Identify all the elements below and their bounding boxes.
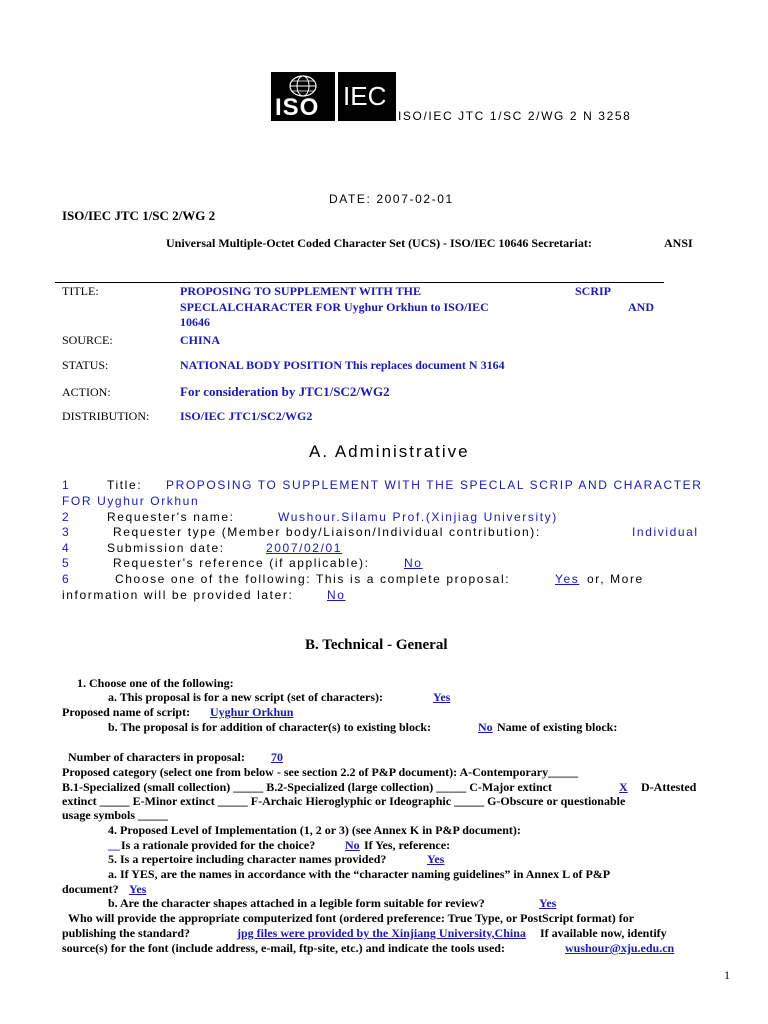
q4: 4. Proposed Level of Implementation (1, 2 or 3) (see Annex K in P&P document): <box>108 823 521 837</box>
item-4-value: 2007/02/01 <box>266 541 343 555</box>
iso-logo <box>271 72 335 121</box>
item-4-label: Submission date: <box>107 541 225 555</box>
category-line-3: extinct _____ E-Minor extinct _____ F-Archaic Hieroglyphic or Ideographic _____ G-Obscure or questionable <box>62 794 626 808</box>
category-line-4: usage symbols _____ <box>62 808 169 822</box>
item-6-label: Choose one of the following: This is a complete proposal: <box>115 572 511 586</box>
secretariat: ANSI <box>664 236 693 250</box>
doc-number: ISO/IEC JTC 1/SC 2/WG 2 N 3258 <box>398 109 632 123</box>
q5b: b. Are the character shapes attached in a legible form suitable for review? <box>108 896 485 910</box>
font-line-1: Who will provide the appropriate computerized font (ordered preference: True Type, or PostScript format) for <box>68 911 635 925</box>
title-line-1: PROPOSING TO SUPPLEMENT WITH THE <box>180 284 421 298</box>
q5b-answer: Yes <box>539 896 557 910</box>
ucs-line: Universal Multiple-Octet Coded Character Set (UCS) - ISO/IEC 10646 Secretariat: <box>166 236 592 250</box>
distribution-label: DISTRIBUTION: <box>62 409 150 423</box>
q5a-cont: document? <box>62 882 119 896</box>
title-line-3: 10646 <box>180 315 210 329</box>
script-name: Uyghur Orkhun <box>210 705 294 719</box>
q5a: a. If YES, are the names in accordance with the “character naming guidelines” in Annex L of P&P <box>108 867 611 881</box>
header-rule <box>55 282 664 283</box>
action-label: ACTION: <box>62 385 111 399</box>
rationale-blank: __ <box>108 838 120 852</box>
action-value: For consideration by JTC1/SC2/WG2 <box>180 384 390 399</box>
q5-answer: Yes <box>427 852 445 866</box>
item-4-num: 4 <box>62 541 71 555</box>
distribution-value: ISO/IEC JTC1/SC2/WG2 <box>180 409 313 423</box>
q1a: a. This proposal is for a new script (set of characters): <box>108 690 383 704</box>
item-2-value: Wushour.Silamu Prof.(Xinjiag University) <box>278 510 558 524</box>
title-scrip: SCRIP <box>575 284 612 298</box>
category-line-2-end: D-Attested <box>641 780 697 794</box>
status-value: NATIONAL BODY POSITION This replaces document N 3164 <box>180 358 505 372</box>
title-label: TITLE: <box>62 284 99 298</box>
rationale-answer: No <box>345 838 360 852</box>
font-email-link[interactable]: wushour@xju.edu.cn <box>565 941 675 955</box>
item-2-num: 2 <box>62 510 71 524</box>
status-label: STATUS: <box>62 358 109 372</box>
item-3-value: Individual <box>632 525 699 539</box>
font-line-2-end: If available now, identify <box>540 926 667 940</box>
item-1-label: Title: <box>107 478 143 492</box>
iec-logo-text: IEC <box>343 81 387 111</box>
item-6-num: 6 <box>62 572 71 586</box>
doc-date: DATE: 2007-02-01 <box>329 192 454 206</box>
page-number: 1 <box>724 968 730 982</box>
item-6-no: No <box>327 588 346 602</box>
iso-logo-text: ISO <box>275 94 320 121</box>
num-chars-value: 70 <box>271 750 283 764</box>
item-3-label: Requester type (Member body/Liaison/Individual contribution): <box>113 525 541 539</box>
font-line-2: publishing the standard? <box>62 926 191 940</box>
category-x: X <box>619 780 628 794</box>
q1b: b. The proposal is for addition of character(s) to existing block: <box>108 720 432 734</box>
font-line-3: source(s) for the font (include address, e-mail, ftp-site, etc.) and indicate the tools used: <box>62 941 505 955</box>
rationale-rest: If Yes, reference: <box>364 838 451 852</box>
source-label: SOURCE: <box>62 333 113 347</box>
section-a-heading: A. Administrative <box>309 442 470 461</box>
item-6-yes: Yes <box>555 572 580 586</box>
title-and: AND <box>628 300 654 314</box>
item-6-line-2: information will be provided later: <box>62 588 294 602</box>
item-1-value: PROPOSING TO SUPPLEMENT WITH THE SPECLAL SCRIP AND CHARACTER <box>166 478 703 492</box>
org-name: ISO/IEC JTC 1/SC 2/WG 2 <box>62 208 216 223</box>
num-chars-label: Number of characters in proposal: <box>68 750 245 764</box>
item-2-label: Requester's name: <box>107 510 235 524</box>
q1: 1. Choose one of the following: <box>77 676 234 690</box>
item-1-value-cont: FOR Uyghur Orkhun <box>62 494 200 508</box>
item-5-label: Requester's reference (if applicable): <box>113 556 370 570</box>
source-value: CHINA <box>180 333 221 347</box>
item-5-num: 5 <box>62 556 71 570</box>
q5: 5. Is a repertoire including character names provided? <box>108 852 387 866</box>
category-line-1: Proposed category (select one from below - see section 2.2 of P&P document): A-Contemporary_____ <box>62 765 579 779</box>
item-5-value: No <box>404 556 423 570</box>
iec-logo <box>338 72 396 121</box>
item-6-rest: or, More <box>587 572 644 586</box>
script-name-label: Proposed name of script: <box>62 705 191 719</box>
title-line-2: SPECLALCHARACTER FOR Uyghur Orkhun to ISO/IEC <box>180 300 489 314</box>
item-1-num: 1 <box>62 478 71 492</box>
category-line-2: B.1-Specialized (small collection) _____ B.2-Specialized (large collection) _____ C-Major extinct <box>62 780 553 794</box>
q5a-answer: Yes <box>129 882 147 896</box>
q1b-answer: No <box>478 720 493 734</box>
font-provider[interactable]: jpg files were provided by the Xinjiang University,China <box>237 926 526 940</box>
item-3-num: 3 <box>62 525 71 539</box>
q1b-rest: Name of existing block: <box>497 720 618 734</box>
rationale-question: Is a rationale provided for the choice? <box>121 838 316 852</box>
section-b-heading: B. Technical - General <box>305 637 448 653</box>
q1a-answer: Yes <box>433 690 451 704</box>
